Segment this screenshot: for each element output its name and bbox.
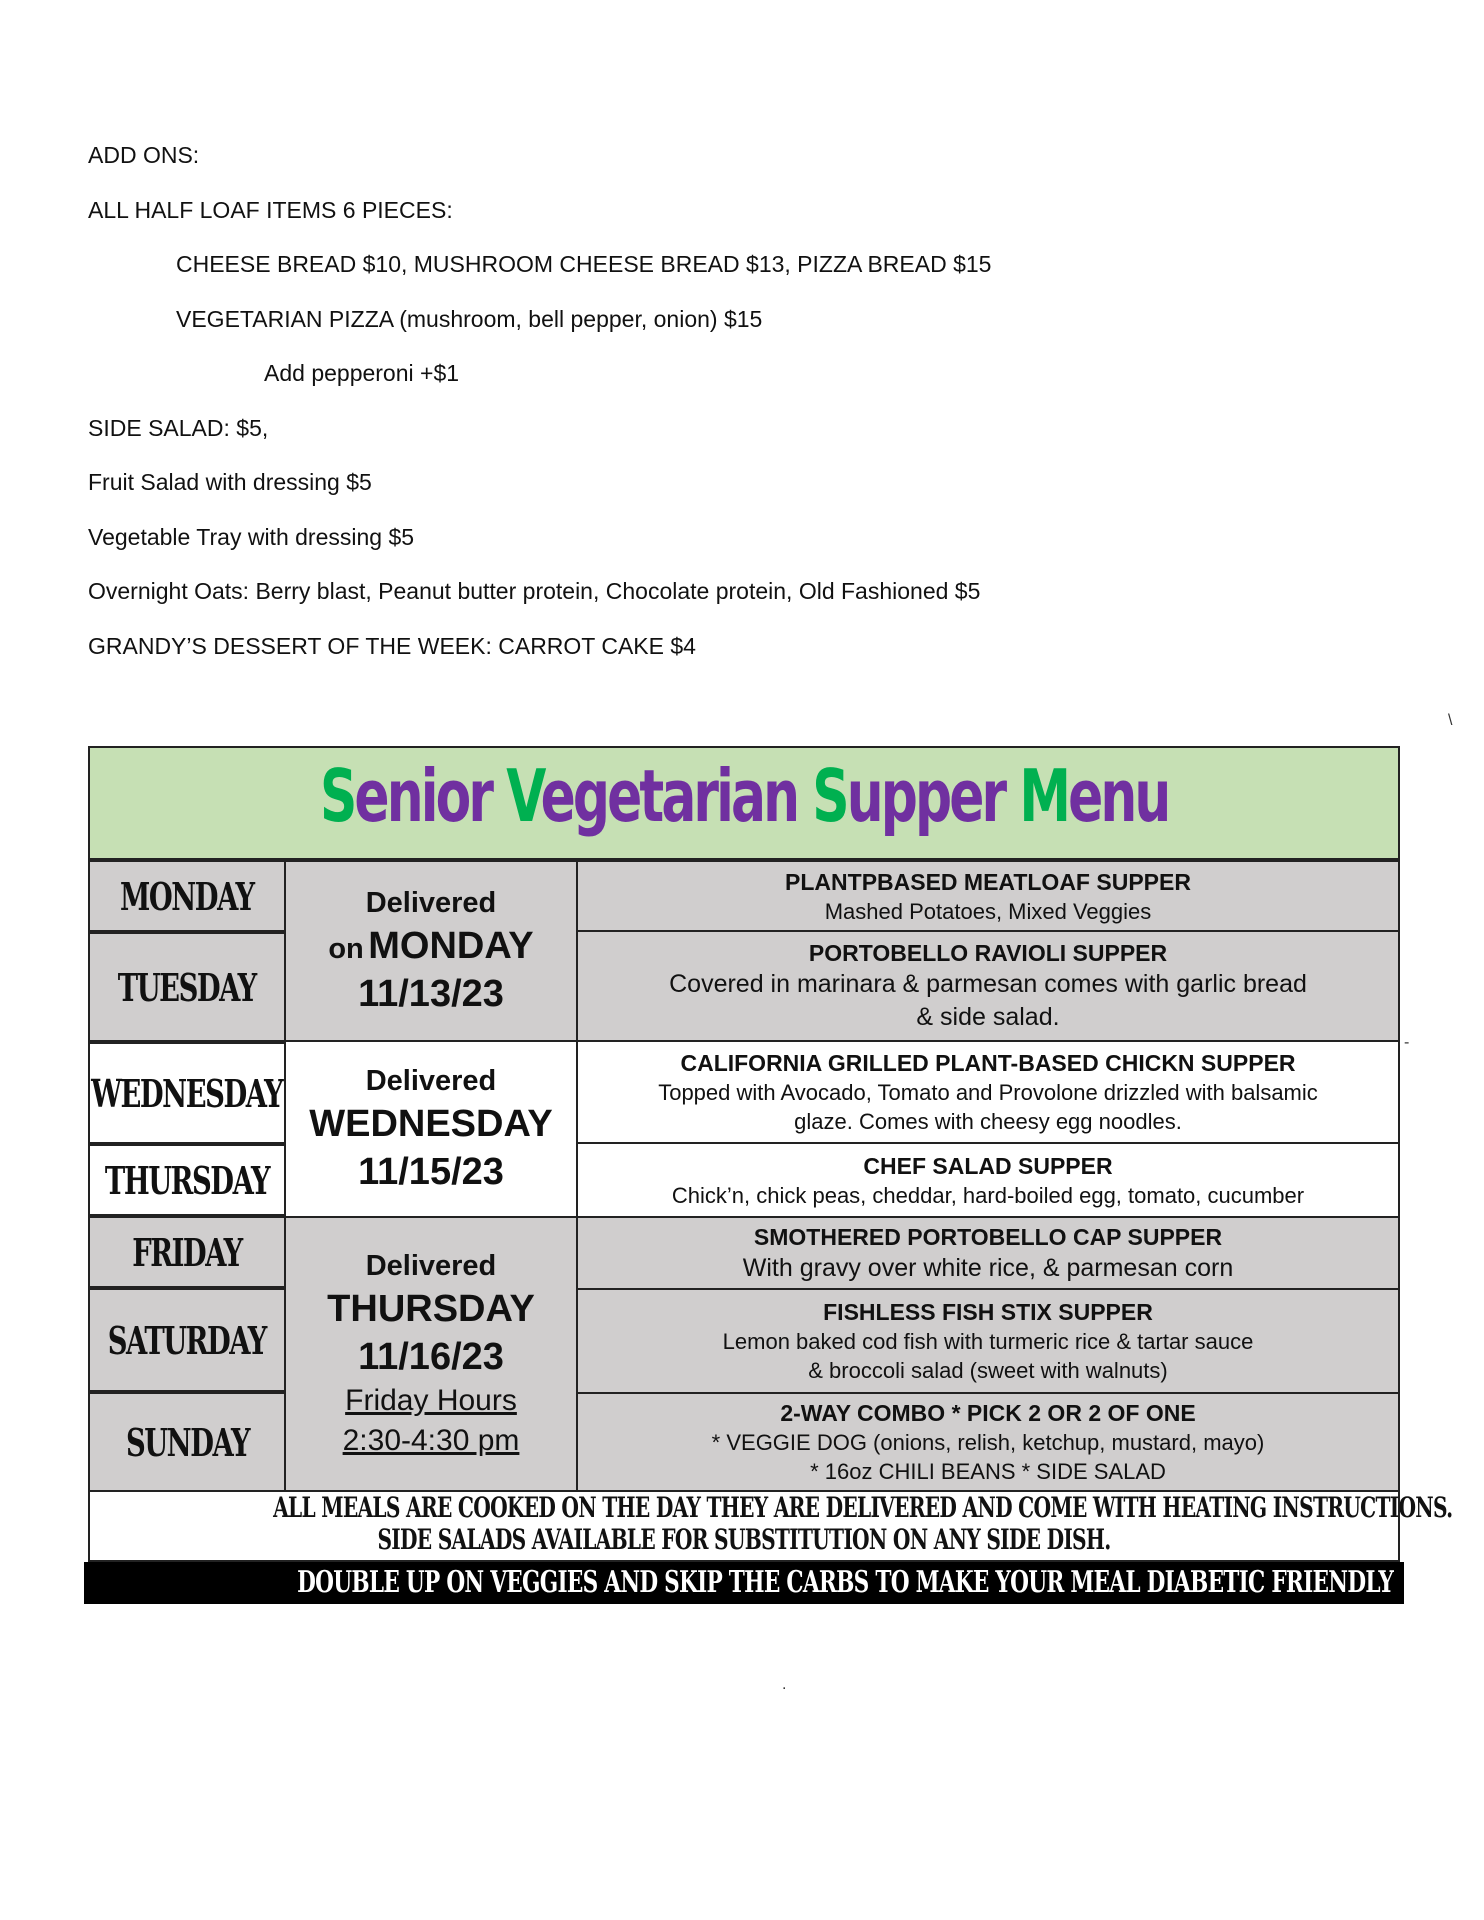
stray-mark: \ (1448, 712, 1453, 729)
delivery-date: 11/15/23 (358, 1151, 504, 1193)
delivery-cell-thursday (284, 1216, 578, 1492)
meal-desc: With gravy over white rice, & parmesan corn (742, 1253, 1234, 1282)
menu-title-band (88, 746, 1400, 860)
meal-cell-saturday (576, 1288, 1400, 1394)
meal-cell-friday (576, 1216, 1400, 1290)
day-cell-friday (88, 1216, 286, 1288)
meal-title: PLANTPBASED MEATLOAF SUPPER (785, 868, 1191, 895)
addons-list (88, 140, 1388, 685)
day-label: THURSDAY (104, 1157, 270, 1203)
meal-desc: & side salad. (916, 1003, 1060, 1031)
day-cell-thursday (88, 1144, 286, 1216)
delivered-label: Delivered (365, 1250, 497, 1282)
day-cell-sunday (88, 1392, 286, 1492)
day-label: FRIDAY (132, 1229, 242, 1275)
meal-desc: Chick’n, chick peas, cheddar, hard-boiled egg, tomato, cucumber (671, 1182, 1305, 1208)
veg-pizza-price: VEGETARIAN PIZZA (mushroom, bell pepper, onion) $15 (176, 305, 763, 332)
dessert-of-week: GRANDY’S DESSERT OF THE WEEK: CARROT CAKE $4 (88, 632, 696, 659)
meal-desc: Topped with Avocado, Tomato and Provolone drizzled with balsamic (658, 1080, 1318, 1105)
bread-prices: CHEESE BREAD $10, MUSHROOM CHEESE BREAD $13, PIZZA BREAD $15 (176, 251, 992, 277)
meal-cell-sunday (576, 1392, 1400, 1492)
day-cell-monday (88, 860, 286, 932)
oats-price: Overnight Oats: Berry blast, Peanut butter protein, Chocolate protein, Old Fashioned $5 (88, 578, 981, 604)
supper-menu-table (88, 746, 1453, 1610)
addons-heading: ADD ONS: (88, 142, 200, 168)
heating-note (88, 1490, 1453, 1562)
delivered-label: Delivered (365, 887, 497, 919)
meal-desc: Mashed Potatoes, Mixed Veggies (824, 898, 1152, 924)
day-label: TUESDAY (118, 964, 256, 1010)
delivery-day: WEDNESDAY (309, 1103, 553, 1145)
meal-cell-wednesday (576, 1040, 1400, 1144)
fruit-salad-price: Fruit Salad with dressing $5 (88, 469, 372, 495)
day-label: SATURDAY (107, 1317, 267, 1363)
delivery-day: THURSDAY (327, 1288, 535, 1330)
day-label: SUNDAY (125, 1419, 249, 1465)
half-loaf-heading: ALL HALF LOAF ITEMS 6 PIECES: (88, 196, 453, 223)
meal-cell-monday (576, 860, 1400, 932)
meal-cell-thursday (576, 1142, 1400, 1218)
meal-desc: * 16oz CHILI BEANS * SIDE SALAD (810, 1459, 1166, 1484)
stray-mark: . (782, 1676, 787, 1693)
meal-desc: Covered in marinara & parmesan comes with garlic bread (669, 970, 1307, 998)
meal-desc: & broccoli salad (sweet with walnuts) (808, 1358, 1168, 1383)
pepperoni-addon: Add pepperoni +$1 (264, 360, 460, 386)
delivery-cell-wednesday (284, 1040, 578, 1218)
delivery-on-word: on (328, 933, 364, 965)
delivery-cell-monday (284, 860, 578, 1042)
day-label: WEDNESDAY (91, 1070, 283, 1116)
banner-text: DOUBLE UP ON VEGGIES AND SKIP THE CARBS TO MAKE YOUR MEAL DIABETIC FRIENDLY (297, 1565, 1394, 1600)
meal-cell-tuesday (576, 930, 1400, 1042)
meal-title: 2-WAY COMBO * PICK 2 OR 2 OF ONE (780, 1400, 1196, 1426)
delivered-label: Delivered (365, 1065, 497, 1097)
veg-tray-price: Vegetable Tray with dressing $5 (88, 523, 415, 550)
delivery-date: 11/16/23 (358, 1336, 504, 1378)
meal-desc: glaze. Comes with cheesy egg noodles. (794, 1109, 1182, 1134)
meal-title: PORTOBELLO RAVIOLI SUPPER (808, 940, 1168, 966)
diabetic-banner (84, 1562, 1404, 1604)
delivery-date: 11/13/23 (358, 973, 504, 1015)
meal-title: CALIFORNIA GRILLED PLANT-BASED CHICKN SUPPER (680, 1050, 1296, 1076)
meal-title: CHEF SALAD SUPPER (863, 1152, 1113, 1179)
friday-hours-time: 2:30-4:30 pm (342, 1424, 520, 1457)
day-cell-saturday (88, 1288, 286, 1392)
friday-hours-label: Friday Hours (345, 1384, 517, 1417)
meal-desc: Lemon baked cod fish with turmeric rice & tartar sauce (722, 1329, 1254, 1354)
day-label: MONDAY (120, 873, 254, 919)
stray-mark: - (1404, 1034, 1410, 1051)
day-cell-wednesday (88, 1042, 286, 1144)
meal-title: FISHLESS FISH STIX SUPPER (823, 1299, 1153, 1325)
delivery-day: MONDAY (368, 925, 534, 967)
meal-desc: * VEGGIE DOG (onions, relish, ketchup, mustard, mayo) (711, 1430, 1265, 1455)
menu-title: Senior Vegetarian Supper Menu (319, 754, 1169, 838)
meal-title: SMOTHERED PORTOBELLO CAP SUPPER (753, 1223, 1223, 1250)
day-cell-tuesday (88, 932, 286, 1042)
side-salad-price: SIDE SALAD: $5, (88, 414, 269, 441)
delivery-day-line (328, 922, 533, 970)
note-line: ALL MEALS ARE COOKED ON THE DAY THEY ARE DELIVERED AND COME WITH HEATING INSTRUCTIONS. (273, 1491, 1453, 1524)
note-line: SIDE SALADS AVAILABLE FOR SUBSTITUTION ON ANY SIDE DISH. (377, 1523, 1111, 1556)
